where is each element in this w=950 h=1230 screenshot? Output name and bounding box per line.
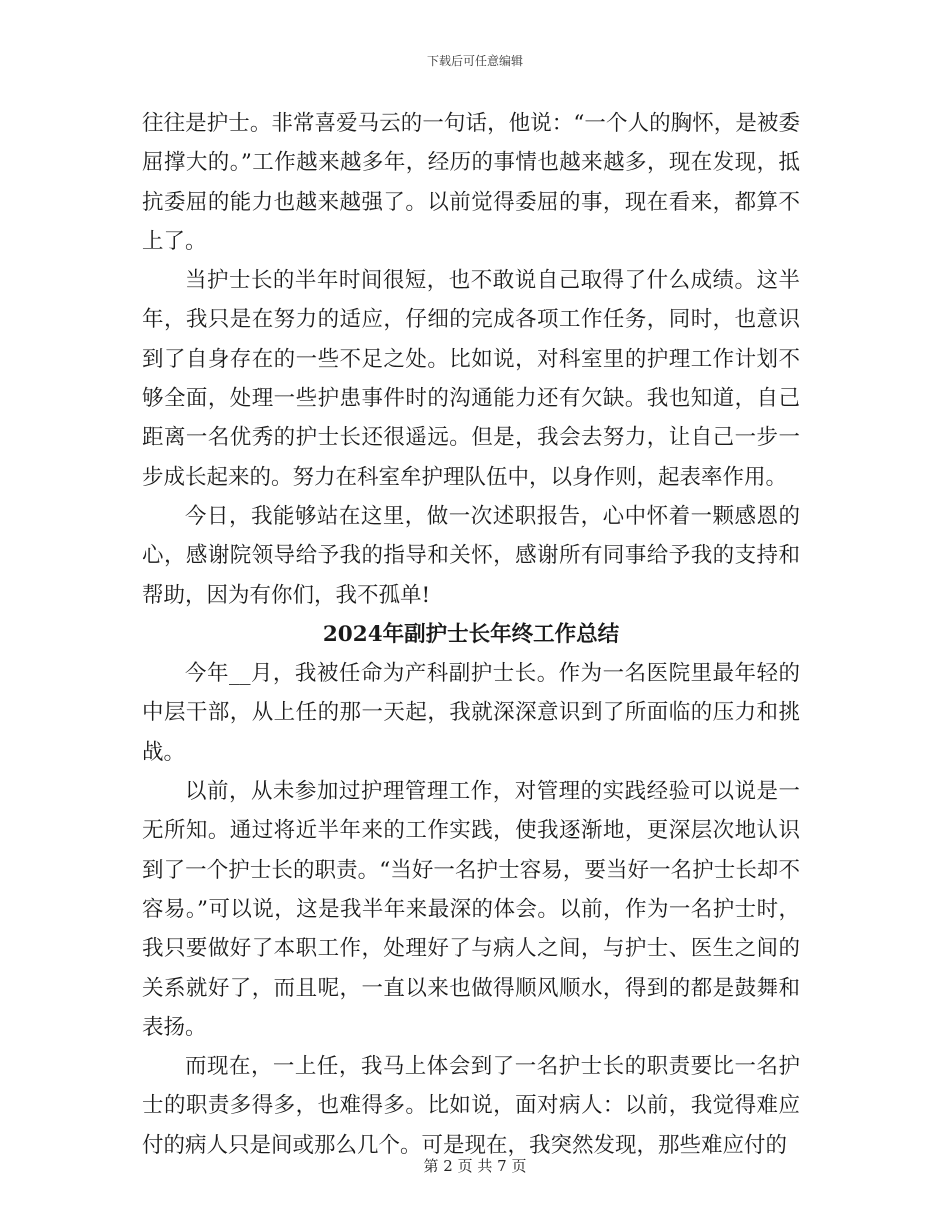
page-header: 下载后可任意编辑 [426, 54, 523, 68]
paragraph: 今日，我能够站在这里，做一次述职报告，心中怀着一颗感恩的心，感谢院领导给予我的指导和关怀，感谢所有同事给予我的支持和帮助，因为有你们，我不孤单! [142, 503, 800, 608]
page-number: 第 2 页 共 7 页 [423, 1157, 527, 1175]
paragraph: 而现在，一上任，我马上体会到了一名护士长的职责要比一名护士的职责多得多，也难得多。比如说，面对病人：以前，我觉得难应付的病人只是间或那么几个。可是现在，我突然发现，那些难应付的 [142, 1054, 800, 1158]
paragraph: 当护士长的半年时间很短，也不敢说自己取得了什么成绩。这半年，我只是在努力的适应，仔细的完成各项工作任务，同时，也意识到了自身存在的一些不足之处。比如说，对科室里的护理工作计划不够全面，处理一些护患事件时的沟通能力还有欠缺。我也知道，自己距离一名优秀的护士长还很遥远。但是，我会去努力，让自己一步一步成长起来的。努力在科室牟护理队伍中，以身作则，起表率作用。 [142, 268, 800, 490]
paragraph: 以前，从未参加过护理管理工作，对管理的实践经验可以说是一无所知。通过将近半年来的工作实践，使我逐渐地，更深层次地认识到了一个护士长的职责。“当好一名护士容易，要当好一名护士长却不容易。”可以说，这是我半年来最深的体会。以前，作为一名护士时，我只要做好了本职工作，处理好了与病人之间，与护士、医生之间的关系就好了，而且呢，一直以来也做得顺风顺水，得到的都是鼓舞和表扬。 [142, 779, 800, 1040]
paragraph-continued: 往往是护士。非常喜爱马云的一句话，他说：“一个人的胸怀，是被委屈撑大的。”工作越来越多年，经历的事情也越来越多，现在发现，抵抗委屈的能力也越来越强了。以前觉得委屈的事，现在看来，都算不上了。 [142, 111, 800, 254]
paragraph: 今年__月，我被任命为产科副护士长。作为一名医院里最年轻的中层干部，从上任的那一天起，我就深深意识到了所面临的压力和挑战。 [142, 661, 800, 765]
section-title: 2024年副护士长年终工作总结 [322, 621, 620, 647]
document-body [142, 104, 800, 1165]
